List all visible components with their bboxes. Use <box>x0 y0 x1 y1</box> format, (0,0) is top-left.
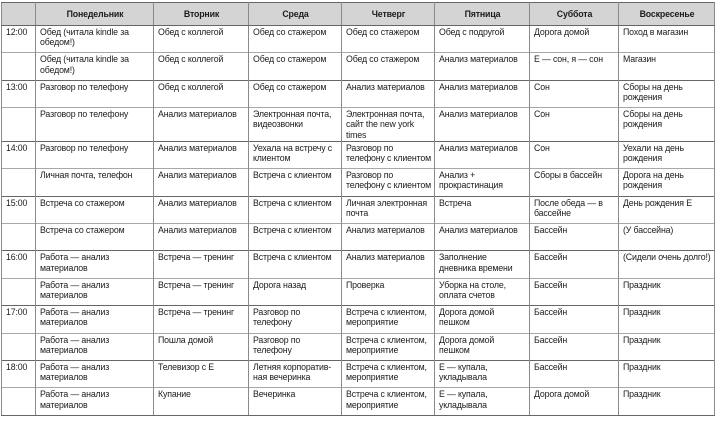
activity-cell-friday: Анализ материалов <box>435 223 530 250</box>
header-friday: Пятница <box>435 3 530 26</box>
activity-cell-friday: Дорога домой пешком <box>435 333 530 360</box>
activity-cell-tuesday: Анализ материалов <box>154 223 249 250</box>
activity-cell-tuesday: Телевизор с Е <box>154 360 249 387</box>
activity-cell-wednesday: Разговор по телефону <box>249 333 342 360</box>
activity-cell-saturday: Дорога домой <box>530 388 619 415</box>
activity-cell-wednesday: Летняя корпоратив-ная вечеринка <box>249 360 342 387</box>
time-cell <box>2 278 36 305</box>
activity-cell-tuesday: Обед с коллегой <box>154 80 249 107</box>
activity-cell-friday: Анализ материалов <box>435 141 530 168</box>
activity-cell-thursday: Анализ материалов <box>342 80 435 107</box>
activity-cell-sunday: День рождения Е <box>619 196 715 223</box>
activity-cell-tuesday: Анализ материалов <box>154 141 249 168</box>
activity-cell-saturday: Сон <box>530 80 619 107</box>
activity-cell-saturday: Бассейн <box>530 223 619 250</box>
time-cell: 17:00 <box>2 306 36 333</box>
table-row <box>2 251 715 278</box>
activity-cell-thursday: Личная электронная почта <box>342 196 435 223</box>
table-row <box>2 388 715 415</box>
activity-cell-tuesday: Встреча — тренинг <box>154 278 249 305</box>
activity-cell-sunday: (У бассейна) <box>619 223 715 250</box>
header-time <box>2 3 36 26</box>
activity-cell-friday: Встреча <box>435 196 530 223</box>
activity-cell-friday: Заполнение дневника времени <box>435 251 530 278</box>
activity-cell-tuesday: Купание <box>154 388 249 415</box>
time-cell <box>2 388 36 415</box>
activity-cell-thursday: Анализ материалов <box>342 223 435 250</box>
activity-cell-wednesday: Дорога назад <box>249 278 342 305</box>
time-cell <box>2 53 36 80</box>
activity-cell-friday: Анализ материалов <box>435 80 530 107</box>
activity-cell-sunday: Поход в магазин <box>619 26 715 53</box>
table-row <box>2 53 715 80</box>
time-cell: 14:00 <box>2 141 36 168</box>
activity-cell-tuesday: Обед с коллегой <box>154 26 249 53</box>
activity-cell-monday: Работа — анализ материалов <box>36 306 154 333</box>
header-tuesday: Вторник <box>154 3 249 26</box>
table-row <box>2 141 715 168</box>
activity-cell-thursday: Встреча с клиентом, мероприятие <box>342 360 435 387</box>
activity-cell-sunday: Праздник <box>619 360 715 387</box>
activity-cell-thursday: Встреча с клиентом, мероприятие <box>342 306 435 333</box>
table-row <box>2 306 715 333</box>
time-cell: 13:00 <box>2 80 36 107</box>
activity-cell-saturday: Бассейн <box>530 251 619 278</box>
activity-cell-saturday: Е — сон, я — сон <box>530 53 619 80</box>
activity-cell-wednesday: Разговор по телефону <box>249 306 342 333</box>
activity-cell-friday: Анализ материалов <box>435 108 530 142</box>
activity-cell-monday: Обед (читала kindle за обедом!) <box>36 53 154 80</box>
activity-cell-tuesday: Анализ материалов <box>154 169 249 196</box>
activity-cell-sunday: Праздник <box>619 333 715 360</box>
activity-cell-monday: Встреча со стажером <box>36 196 154 223</box>
activity-cell-monday: Разговор по телефону <box>36 80 154 107</box>
activity-cell-saturday: Бассейн <box>530 333 619 360</box>
activity-cell-monday: Встреча со стажером <box>36 223 154 250</box>
activity-cell-friday: Дорога домой пешком <box>435 306 530 333</box>
time-cell: 12:00 <box>2 26 36 53</box>
activity-cell-monday: Работа — анализ материалов <box>36 360 154 387</box>
activity-cell-monday: Разговор по телефону <box>36 141 154 168</box>
activity-cell-wednesday: Электронная почта, видеозвонки <box>249 108 342 142</box>
activity-cell-tuesday: Встреча — тренинг <box>154 251 249 278</box>
activity-cell-wednesday: Встреча с клиентом <box>249 196 342 223</box>
activity-cell-friday: Анализ + прокрастинация <box>435 169 530 196</box>
activity-cell-sunday: Уехали на день рождения <box>619 141 715 168</box>
time-cell <box>2 223 36 250</box>
weekly-time-log-table <box>1 2 715 416</box>
header-sunday: Воскресенье <box>619 3 715 26</box>
activity-cell-saturday: Сборы в бассейн <box>530 169 619 196</box>
activity-cell-tuesday: Анализ материалов <box>154 196 249 223</box>
activity-cell-wednesday: Обед со стажером <box>249 26 342 53</box>
header-wednesday: Среда <box>249 3 342 26</box>
table-row <box>2 169 715 196</box>
activity-cell-wednesday: Встреча с клиентом <box>249 223 342 250</box>
activity-cell-thursday: Встреча с клиентом, мероприятие <box>342 388 435 415</box>
time-cell: 16:00 <box>2 251 36 278</box>
activity-cell-saturday: Сон <box>530 108 619 142</box>
activity-cell-wednesday: Уехала на встречу с клиентом <box>249 141 342 168</box>
activity-cell-sunday: (Сидели очень долго!) <box>619 251 715 278</box>
activity-cell-saturday: Бассейн <box>530 306 619 333</box>
activity-cell-thursday: Электронная почта, сайт the new york times <box>342 108 435 142</box>
table-row <box>2 223 715 250</box>
activity-cell-friday: Анализ материалов <box>435 53 530 80</box>
table-row <box>2 80 715 107</box>
activity-cell-thursday: Проверка <box>342 278 435 305</box>
activity-cell-friday: Обед с подругой <box>435 26 530 53</box>
header-row <box>2 3 715 26</box>
schedule-body <box>2 26 715 416</box>
activity-cell-tuesday: Обед с коллегой <box>154 53 249 80</box>
activity-cell-friday: Е — купала, укладывала <box>435 388 530 415</box>
time-cell <box>2 333 36 360</box>
activity-cell-monday: Работа — анализ материалов <box>36 388 154 415</box>
activity-cell-thursday: Обед со стажером <box>342 53 435 80</box>
activity-cell-wednesday: Обед со стажером <box>249 53 342 80</box>
time-cell <box>2 108 36 142</box>
header-monday: Понедельник <box>36 3 154 26</box>
header-saturday: Суббота <box>530 3 619 26</box>
activity-cell-monday: Обед (читала kindle за обедом!) <box>36 26 154 53</box>
activity-cell-wednesday: Обед со стажером <box>249 80 342 107</box>
time-cell: 15:00 <box>2 196 36 223</box>
activity-cell-tuesday: Встреча — тренинг <box>154 306 249 333</box>
activity-cell-wednesday: Встреча с клиентом <box>249 169 342 196</box>
activity-cell-saturday: Бассейн <box>530 360 619 387</box>
activity-cell-friday: Е — купала, укладывала <box>435 360 530 387</box>
activity-cell-thursday: Разговор по телефону с клиентом <box>342 141 435 168</box>
activity-cell-sunday: Праздник <box>619 278 715 305</box>
activity-cell-sunday: Дорога на день рождения <box>619 169 715 196</box>
activity-cell-wednesday: Встреча с клиентом <box>249 251 342 278</box>
table-row <box>2 333 715 360</box>
table-row <box>2 26 715 53</box>
activity-cell-thursday: Анализ материалов <box>342 251 435 278</box>
activity-cell-sunday: Праздник <box>619 388 715 415</box>
activity-cell-tuesday: Пошла домой <box>154 333 249 360</box>
activity-cell-monday: Работа — анализ материалов <box>36 251 154 278</box>
activity-cell-monday: Работа — анализ материалов <box>36 278 154 305</box>
activity-cell-tuesday: Анализ материалов <box>154 108 249 142</box>
table-row <box>2 196 715 223</box>
activity-cell-saturday: Сон <box>530 141 619 168</box>
activity-cell-wednesday: Вечеринка <box>249 388 342 415</box>
activity-cell-friday: Уборка на столе, оплата счетов <box>435 278 530 305</box>
time-cell: 18:00 <box>2 360 36 387</box>
schedule-wrapper <box>1 2 715 416</box>
activity-cell-saturday: После обеда — в бассейне <box>530 196 619 223</box>
activity-cell-sunday: Сборы на день рождения <box>619 108 715 142</box>
activity-cell-sunday: Магазин <box>619 53 715 80</box>
activity-cell-monday: Разговор по телефону <box>36 108 154 142</box>
table-row <box>2 360 715 387</box>
activity-cell-thursday: Разговор по телефону с клиентом <box>342 169 435 196</box>
activity-cell-sunday: Праздник <box>619 306 715 333</box>
table-row <box>2 108 715 142</box>
activity-cell-saturday: Дорога домой <box>530 26 619 53</box>
time-cell <box>2 169 36 196</box>
activity-cell-monday: Личная почта, телефон <box>36 169 154 196</box>
header-thursday: Четверг <box>342 3 435 26</box>
activity-cell-saturday: Бассейн <box>530 278 619 305</box>
activity-cell-monday: Работа — анализ материалов <box>36 333 154 360</box>
table-row <box>2 278 715 305</box>
activity-cell-sunday: Сборы на день рождения <box>619 80 715 107</box>
activity-cell-thursday: Встреча с клиентом, мероприятие <box>342 333 435 360</box>
activity-cell-thursday: Обед со стажером <box>342 26 435 53</box>
